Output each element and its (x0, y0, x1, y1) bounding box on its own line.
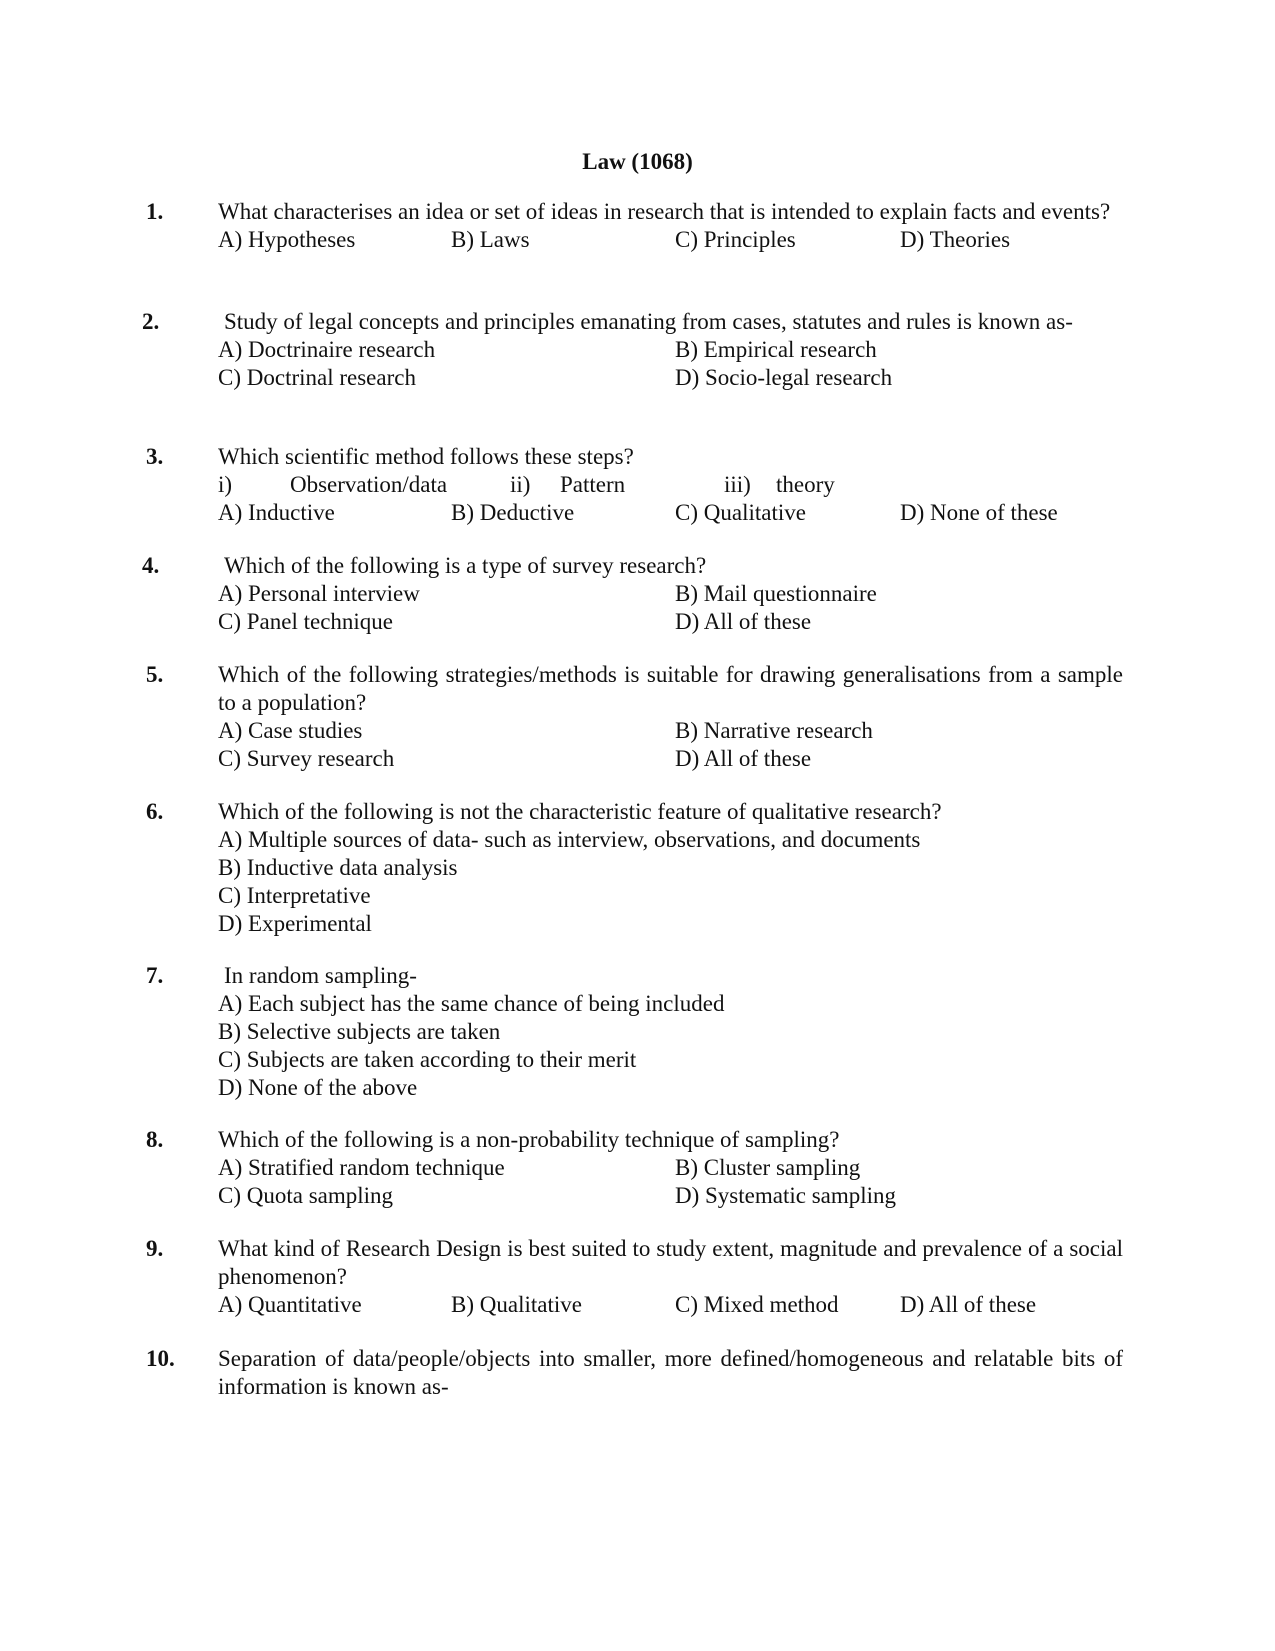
option-c: C) Mixed method (675, 1292, 839, 1317)
option-d: D) All of these (900, 1292, 1037, 1317)
question-text: Which of the following is a non-probability technique of sampling? (218, 1127, 840, 1152)
option-a: A) Personal interview (218, 581, 420, 606)
step-2-marker: ii) (510, 472, 531, 497)
question-number: 7. (146, 963, 164, 988)
option-b: B) Qualitative (451, 1292, 582, 1317)
question-1 (0, 198, 1275, 254)
option-b: B) Deductive (451, 500, 575, 525)
question-text: In random sampling- (224, 963, 417, 988)
option-a: A) Stratified random technique (218, 1155, 505, 1180)
option-b: B) Inductive data analysis (218, 855, 458, 880)
question-text: Study of legal concepts and principles emanating from cases, statutes and rules is known as- (224, 309, 1073, 334)
method-steps (218, 471, 1123, 499)
option-c: C) Doctrinal research (218, 365, 416, 390)
option-d: D) Theories (900, 227, 1011, 252)
option-a: A) Each subject has the same chance of being included (218, 991, 725, 1016)
options-row (218, 226, 1123, 254)
option-a: A) Hypotheses (218, 227, 356, 252)
step-3-label: theory (776, 472, 835, 497)
option-a: A) Quantitative (218, 1292, 362, 1317)
option-a: A) Doctrinaire research (218, 337, 436, 362)
option-c: C) Quota sampling (218, 1183, 394, 1208)
step-1-marker: i) (218, 472, 233, 497)
options-grid (218, 336, 1123, 392)
question-text: Separation of data/people/objects into smaller, more defined/homogeneous and relatable bits of information is known as- (218, 1346, 1123, 1399)
question-text: Which scientific method follows these steps? (218, 444, 634, 469)
question-number: 6. (146, 799, 164, 824)
step-2-label: Pattern (560, 472, 626, 497)
options-grid (218, 1154, 1123, 1210)
question-9 (0, 1235, 1275, 1319)
question-8 (0, 1126, 1275, 1210)
question-4 (0, 552, 1275, 636)
step-3-marker: iii) (724, 472, 751, 497)
question-7 (0, 962, 1275, 1102)
question-number: 10. (146, 1346, 175, 1371)
option-d: D) None of the above (218, 1075, 418, 1100)
option-a: A) Case studies (218, 718, 363, 743)
options-grid (218, 717, 1123, 773)
option-b: B) Empirical research (675, 337, 877, 362)
option-d: D) All of these (675, 746, 812, 771)
option-c: C) Interpretative (218, 883, 371, 908)
question-3 (0, 443, 1275, 527)
option-c: C) Survey research (218, 746, 395, 771)
question-text: Which of the following is a type of survey research? (224, 553, 707, 578)
option-b: B) Laws (451, 227, 530, 252)
step-1-label: Observation/data (290, 472, 448, 497)
option-c: C) Qualitative (675, 500, 806, 525)
question-text: Which of the following is not the characteristic feature of qualitative research? (218, 799, 942, 824)
question-number: 4. (142, 553, 160, 578)
options-row (218, 1291, 1123, 1319)
options-grid (218, 580, 1123, 636)
options-row (218, 499, 1123, 527)
option-b: B) Mail questionnaire (675, 581, 877, 606)
question-number: 2. (142, 309, 160, 334)
question-number: 8. (146, 1127, 164, 1152)
option-b: B) Narrative research (675, 718, 873, 743)
option-d: D) All of these (675, 609, 812, 634)
option-c: C) Subjects are taken according to their merit (218, 1047, 637, 1072)
question-5 (0, 661, 1275, 773)
option-b: B) Cluster sampling (675, 1155, 861, 1180)
question-text: What characterises an idea or set of ideas in research that is intended to explain facts and events? (218, 199, 1111, 224)
question-6 (0, 798, 1275, 938)
option-b: B) Selective subjects are taken (218, 1019, 501, 1044)
question-number: 9. (146, 1236, 164, 1261)
option-a: A) Multiple sources of data- such as interview, observations, and documents (218, 827, 921, 852)
option-d: D) Socio-legal research (675, 365, 893, 390)
question-10 (0, 1345, 1275, 1401)
question-2 (0, 308, 1275, 392)
question-number: 1. (146, 199, 164, 224)
question-text: Which of the following strategies/methods is suitable for drawing generalisations from a sample to a population? (218, 662, 1123, 715)
question-number: 3. (146, 444, 164, 469)
option-c: C) Panel technique (218, 609, 394, 634)
option-c: C) Principles (675, 227, 796, 252)
option-d: D) Systematic sampling (675, 1183, 897, 1208)
option-d: D) Experimental (218, 911, 372, 936)
question-number: 5. (146, 662, 164, 687)
option-d: D) None of these (900, 500, 1058, 525)
question-text: What kind of Research Design is best suited to study extent, magnitude and prevalence of a social phenomenon? (218, 1236, 1123, 1289)
option-a: A) Inductive (218, 500, 335, 525)
paper-title: Law (1068) (582, 149, 693, 174)
